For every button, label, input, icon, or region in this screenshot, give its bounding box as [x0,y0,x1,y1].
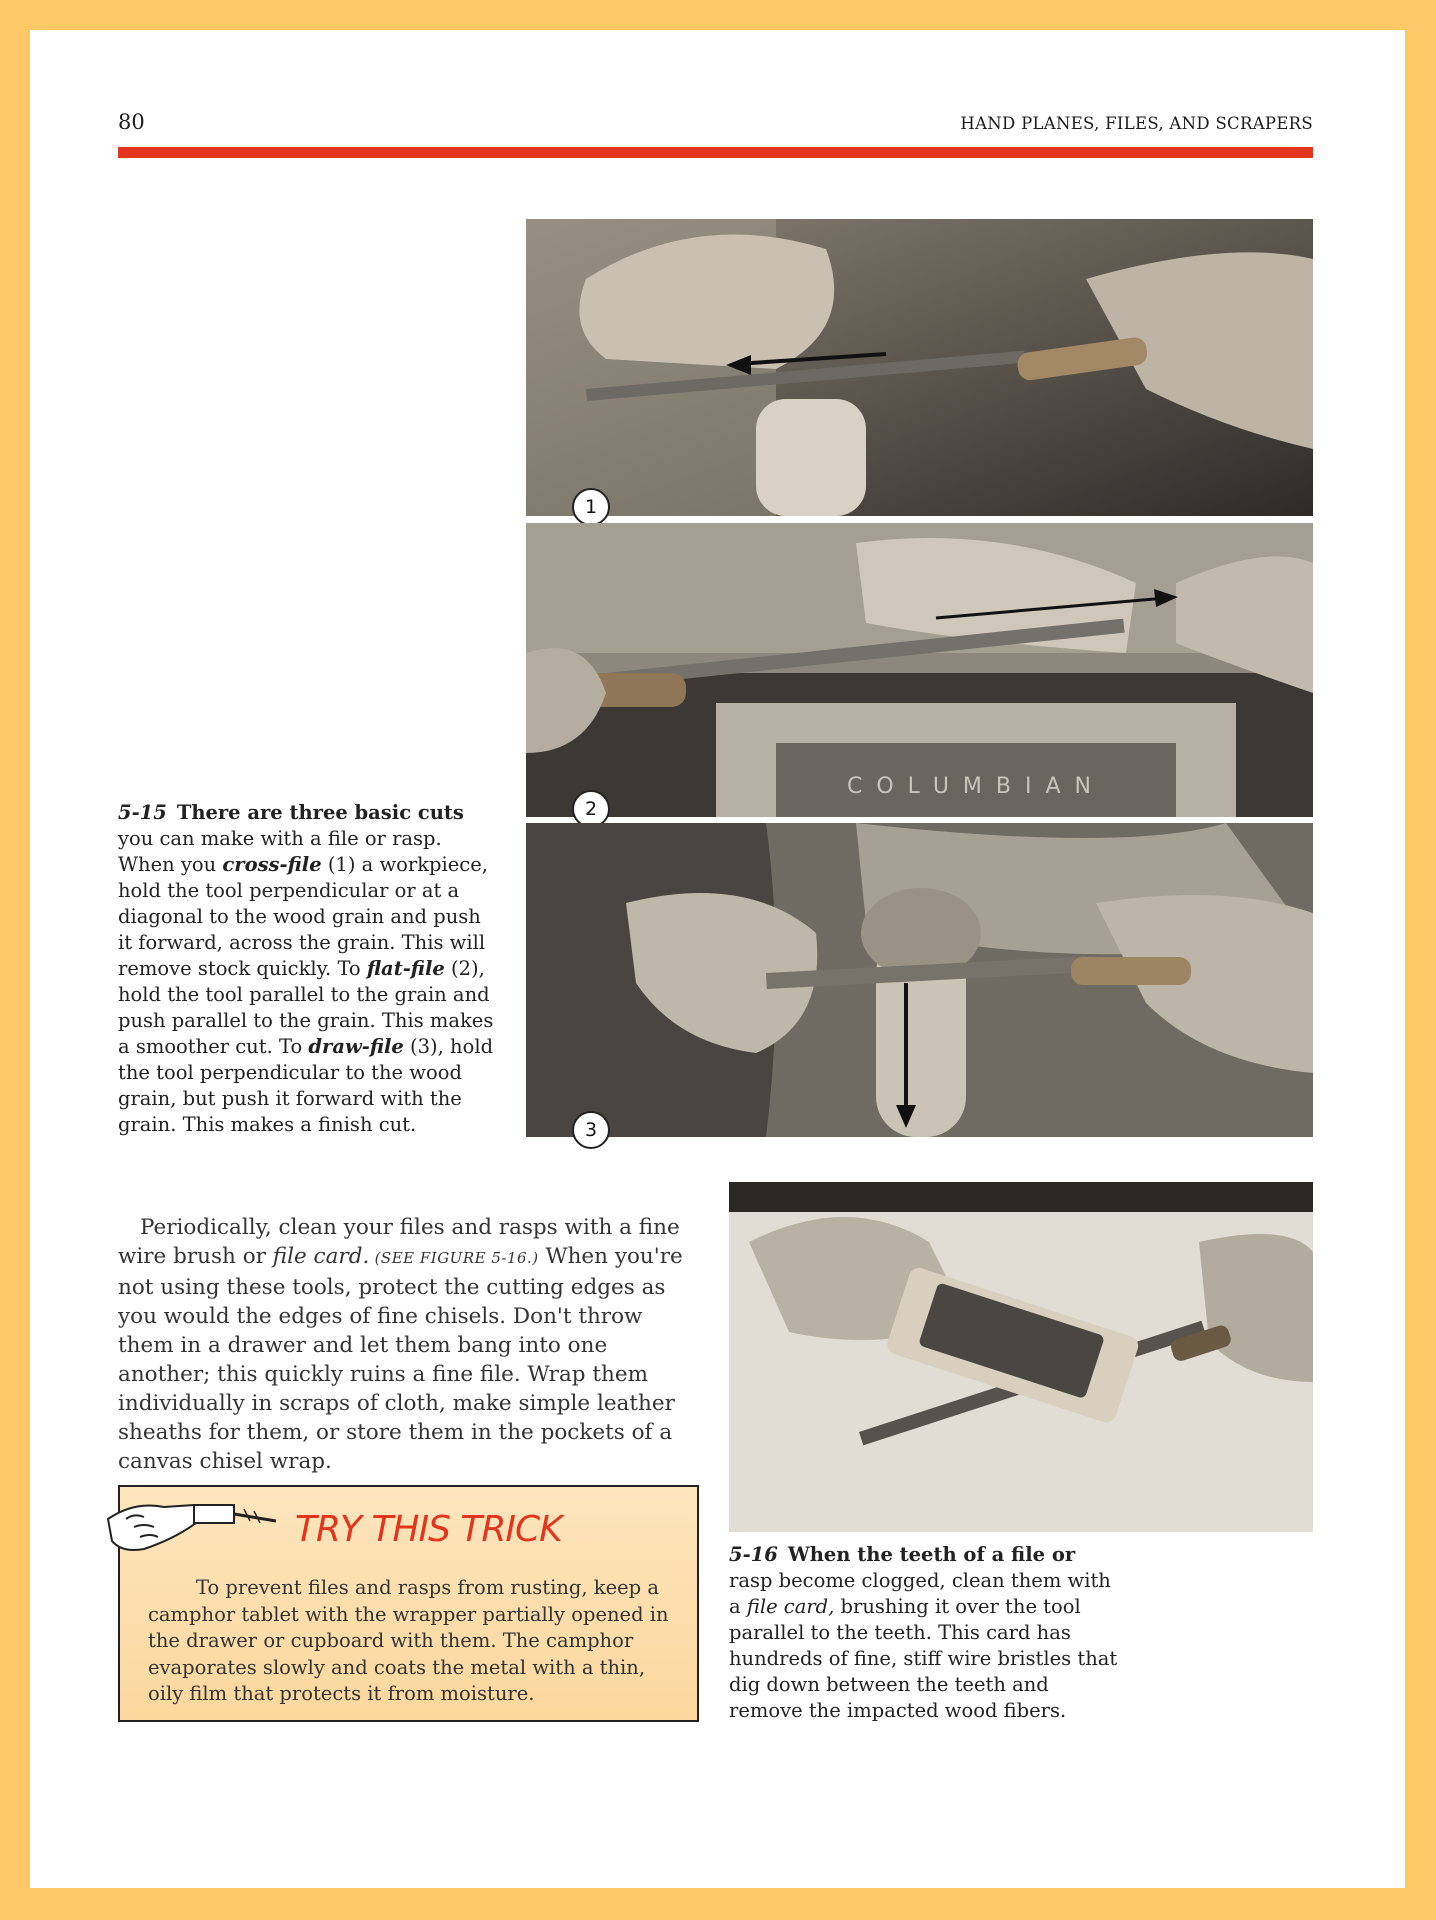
try-this-trick-box [118,1485,699,1722]
book-page [30,30,1405,1888]
caption-text: rasp become clogged, clean them with a [729,1569,1111,1618]
term-file-card: file card. [272,1244,370,1269]
photo-number-2: 2 [572,790,610,828]
hand-drill-icon [104,1479,284,1569]
photo-draw-file [526,823,1313,1137]
body-text: When you're not using these tools, protect the cutting edges as you would the edges of fine chisels. Don't throw them in a drawer and let them bang into one another; this quickly ruins a fine file. Wrap them individually in scraps of cloth, make simple leather sheaths for them, or store them in the pockets of a canvas chisel wrap. [118,1244,683,1474]
figure-number: 5-16 [729,1543,778,1566]
caption-text: brushing it over the tool parallel to the teeth. This card has hundreds of fine, stiff wire bristles that dig down between the teeth and remove the impacted wood fibers. [729,1595,1118,1722]
page-number: 80 [118,110,145,134]
vise-lettering: COLUMBIAN [846,774,1106,799]
term-file-card: file card, [746,1595,835,1618]
term-cross-file: cross-file [222,853,322,876]
figure-number: 5-15 [118,801,167,824]
photo-number-3: 3 [572,1111,610,1149]
caption-text: you can make with a file or rasp. When you [118,827,442,876]
caption-text: (2), hold the tool parallel to the grain and push parallel to the grain. This makes a smoother cut. To [118,957,494,1058]
photo-file-card [729,1182,1313,1532]
term-draw-file: draw-file [308,1035,404,1058]
running-head: HAND PLANES, FILES, AND SCRAPERS [960,114,1313,133]
caption-lead: There are three basic cuts [176,801,464,824]
body-text: Periodically, clean your files and rasps with a fine wire brush or [118,1215,680,1269]
photo-number-1: 1 [572,488,610,526]
caption-text: (1) a workpiece, hold the tool perpendicular or at a diagonal to the wood grain and push it forward, across the grain. This will remove stock quickly. To [118,853,488,980]
photo-flat-file [526,523,1313,817]
term-flat-file: flat-file [366,957,445,980]
figure-reference: (SEE FIGURE 5-16.) [369,1249,539,1267]
caption-5-16 [729,1542,1119,1724]
caption-text: (3), hold the tool perpendicular to the wood grain, but push it forward with the grain. This makes a finish cut. [118,1035,494,1136]
caption-lead: When the teeth of a file or [787,1543,1076,1566]
header-rule [118,147,1313,158]
trick-title: TRY THIS TRICK [295,1509,562,1550]
caption-5-15 [118,800,498,1138]
trick-text: To prevent files and rasps from rusting, keep a camphor tablet with the wrapper partially opened in the drawer or cupboard with them. The camphor evaporates slowly and coats the metal with a thin, oily film that protects it from moisture. [148,1576,669,1705]
photo-cross-file [526,219,1313,516]
body-paragraph [118,1213,690,1476]
